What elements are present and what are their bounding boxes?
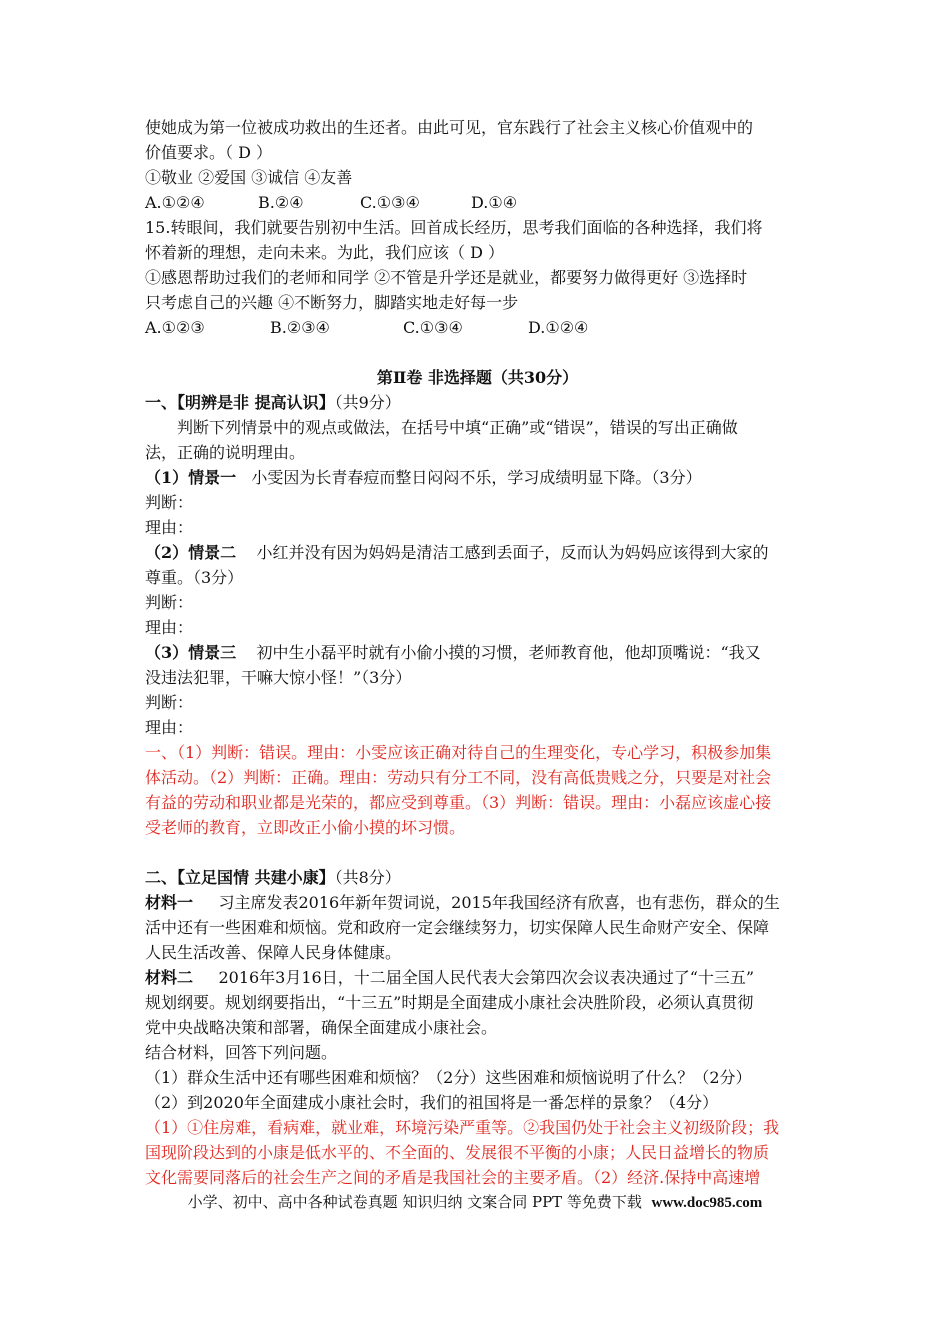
scenario-1-text: 小雯因为长青春痘而整日闷闷不乐，学习成绩明显下降。（3分）: [251, 468, 702, 487]
section1-answer-line: 有益的劳动和职业都是光荣的，都应受到尊重。（3）判断：错误。理由：小磊应该虚心接: [145, 793, 772, 812]
scenario-1-label: （1）情景一: [145, 468, 237, 487]
section1-answer-line: 一、（1）判断：错误。理由：小雯应该正确对待自己的生理变化，专心学习，积极参加集: [145, 743, 772, 762]
footer-text: 小学、初中、高中各种试卷真题 知识归纳 文案合同 PPT 等免费下载: [187, 1193, 642, 1211]
scenario-3-reason: 理由：: [145, 718, 194, 737]
scenario-1: [145, 466, 702, 490]
scenario-2-text: 小红并没有因为妈妈是清洁工感到丢面子，反而认为妈妈应该得到大家的: [256, 543, 769, 562]
section1-instruction-2: 法，正确的说明理由。: [145, 443, 306, 462]
section1-heading-title: 一、【明辨是非 提高认识】: [145, 393, 335, 412]
q14-option-c: C.①③④: [360, 193, 420, 212]
scenario-3-label: （3）情景三: [145, 643, 237, 662]
section2-heading-score: （共8分）: [334, 868, 401, 887]
material-2-text: 2016年3月16日，十二届全国人民代表大会第四次会议表决通过了“十三五”: [218, 968, 755, 987]
scenario-3-judge: 判断：: [145, 693, 194, 712]
q15-option-c: C.①③④: [403, 318, 463, 337]
material-2-label: 材料二: [145, 968, 194, 987]
scenario-1-reason: 理由：: [145, 518, 194, 537]
q14-line-1: 使她成为第一位被成功救出的生还者。由此可见，官东践行了社会主义核心价值观中的: [145, 118, 754, 137]
scenario-2-text-2: 尊重。（3分）: [145, 568, 244, 587]
part2-title: 第Ⅱ卷 非选择题（共30分）: [376, 368, 579, 387]
scenario-3: [145, 641, 761, 665]
section1-answer-line: 体活动。（2）判断：正确。理由：劳动只有分工不同，没有高低贵贱之分，只要是对社会: [145, 768, 772, 787]
scenario-2-reason: 理由：: [145, 618, 194, 637]
material-2-line-3: 党中央战略决策和部署，确保全面建成小康社会。: [145, 1018, 498, 1037]
section2-question-1: （1）群众生活中还有哪些困难和烦恼？（2分）这些困难和烦恼说明了什么？（2分）: [145, 1068, 752, 1087]
section1-answer-line: 受老师的教育，立即改正小偷小摸的坏习惯。: [145, 818, 466, 837]
scenario-3-text: 初中生小磊平时就有小偷小摸的习惯，老师教育他，他却顶嘴说：“我又: [256, 643, 761, 662]
material-2-line-2: 规划纲要。规划纲要指出，“十三五”时期是全面建成小康社会决胜阶段，必须认真贯彻: [145, 993, 754, 1012]
section1-instruction-1: 判断下列情景中的观点或做法，在括号中填“正确”或“错误”，错误的写出正确做: [177, 418, 738, 437]
section2-prompt: 结合材料，回答下列问题。: [145, 1043, 338, 1062]
scenario-2-label: （2）情景二: [145, 543, 237, 562]
material-1-text: 习主席发表2016年新年贺词说，2015年我国经济有欣喜，也有悲伤，群众的生: [218, 893, 780, 912]
section2-heading-title: 二、【立足国情 共建小康】: [145, 868, 335, 887]
section2-answer-line: 国现阶段达到的小康是低水平的、不全面的、发展很不平衡的小康；人民日益增长的物质: [145, 1143, 770, 1162]
q15-line-3: ①感恩帮助过我们的老师和同学 ②不管是升学还是就业，都要努力做得更好 ③选择时: [145, 268, 748, 287]
section2-heading: [145, 866, 401, 890]
q15-line-1: 15.转眼间，我们就要告别初中生活。回首成长经历，思考我们面临的各种选择，我们将: [145, 218, 763, 237]
scenario-2-judge: 判断：: [145, 593, 194, 612]
q14-line-2: 价值要求。（ D ）: [145, 143, 273, 162]
q14-option-a: A.①②④: [145, 193, 205, 212]
section2-question-2: （2）到2020年全面建成小康社会时，我们的祖国将是一番怎样的景象？（4分）: [145, 1093, 719, 1112]
section2-answer-line: （1）①住房难，看病难，就业难，环境污染严重等。②我国仍处于社会主义初级阶段；我: [145, 1118, 780, 1137]
page-footer: [0, 1190, 950, 1215]
section2-answer-line: 文化需要同落后的社会生产之间的矛盾是我国社会的主要矛盾。（2）经济.保持中高速增: [145, 1168, 761, 1187]
material-1-line-2: 活中还有一些困难和烦恼。党和政府一定会继续努力，切实保障人民生命财产安全、保障: [145, 918, 770, 937]
q14-items: ①敬业 ②爱国 ③诚信 ④友善: [145, 168, 353, 187]
material-1: [145, 891, 780, 915]
q15-option-a: A.①②③: [145, 318, 205, 337]
scenario-2: [145, 541, 769, 565]
q15-option-d: D.①②④: [528, 318, 589, 337]
q15-line-4: 只考虑自己的兴趣 ④不断努力，脚踏实地走好每一步: [145, 293, 519, 312]
material-2: [145, 966, 754, 990]
section1-heading-score: （共9分）: [334, 393, 401, 412]
q14-option-d: D.①④: [471, 193, 518, 212]
q14-option-b: B.②④: [258, 193, 304, 212]
q15-line-2: 怀着新的理想，走向未来。为此，我们应该（ D ）: [145, 243, 505, 262]
scenario-1-judge: 判断：: [145, 493, 194, 512]
material-1-line-3: 人民生活改善、保障人民身体健康。: [145, 943, 402, 962]
section1-heading: [145, 391, 401, 415]
footer-site-link[interactable]: www.doc985.com: [651, 1195, 763, 1211]
scenario-3-text-2: 没违法犯罪，干嘛大惊小怪！”（3分）: [145, 668, 412, 687]
q15-option-b: B.②③④: [270, 318, 330, 337]
material-1-label: 材料一: [145, 893, 194, 912]
